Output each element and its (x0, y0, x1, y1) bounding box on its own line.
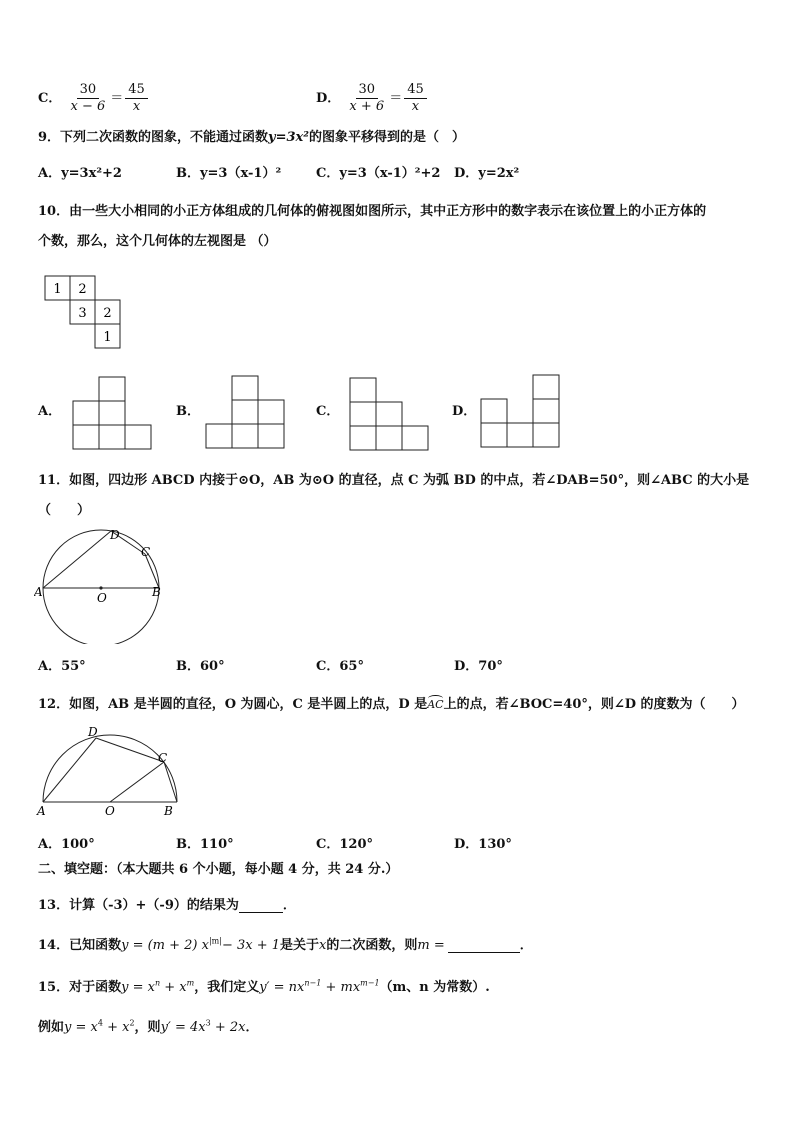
q11-circle-figure (34, 526, 166, 644)
q10-option-a-label: A． (38, 404, 62, 419)
q9-stem: 9．下列二次函数的图象，不能通过函数y=3x²的图象平移得到的是（ ） (38, 130, 465, 145)
q10-option-a-view (72, 376, 154, 452)
section-2-heading: 二、填空题：（本大题共 6 个小题，每小题 4 分，共 24 分.） (38, 862, 399, 877)
q13-answer-blank[interactable] (239, 898, 283, 913)
q12-option-c: C．120° (316, 837, 373, 852)
q11-stem-line2: （ ） (38, 503, 91, 518)
q14-stem: 14．已知函数y = (m + 2) $x^{|m|}- 3x + 1$是关于x的二次函数，则m = ． (38, 936, 533, 953)
q10-option-c-view (349, 377, 431, 453)
q8-d-right-fraction: $\frac{45}{x}$ (404, 82, 427, 115)
q15-stem: 15．对于函数$y = x^n + x^m$，我们定义$y' = nx^{n-1} + mx^{m-1}(m$、n 为常数）. (38, 978, 490, 995)
q8-d-left-fraction: $\frac{30}{x + 6}$ (349, 82, 385, 114)
q12-option-b: B．110° (176, 837, 234, 852)
svg-text:B: B (152, 585, 161, 599)
q10-stem-line2: 个数，那么，这个几何体的左视图是 （） (38, 234, 277, 249)
grid-cell-2: 2 (78, 282, 87, 297)
chord-cb (164, 762, 177, 802)
q13-stem: 13．计算（-3）+（-9）的结果为 ． (38, 898, 296, 913)
q11-option-d: D．70° (454, 659, 503, 674)
svg-text:A: A (37, 804, 46, 818)
q14-answer-blank[interactable] (448, 938, 520, 953)
grid-cell-1: 1 (53, 282, 62, 297)
q10-option-d-view (480, 374, 562, 450)
q8-c-left-fraction: $\frac{30}{x - 6}$ (70, 82, 106, 114)
svg-text:C: C (158, 751, 168, 765)
grid-cell-5: 1 (103, 330, 112, 345)
q9-option-a: A．y=3x²+2 (38, 166, 122, 181)
q8-c-right-fraction: $\frac{45}{x}$ (125, 82, 148, 115)
q11-stem-line1: 11．如图，四边形 ABCD 内接于⊙O，AB 为⊙O 的直径，点 C 为弧 BD 的中点，若∠DAB=50°，则∠ABC 的大小是 (38, 473, 750, 488)
svg-text:O: O (97, 591, 107, 605)
q10-option-c-label: C． (316, 404, 340, 419)
q11-option-c: C．65° (316, 659, 364, 674)
q9-option-b: B．y=3（x-1）² (176, 166, 282, 181)
q9-option-c: C．y=3（x-1）²+2 (316, 166, 441, 181)
grid-cell-3: 3 (78, 306, 87, 321)
svg-text:A: A (34, 585, 43, 599)
q12-option-a: A．100° (38, 837, 95, 852)
svg-text:C: C (141, 545, 151, 559)
svg-text:O: O (105, 804, 115, 818)
q15-example: 例如$y = x^4 + x^2$，则$y' = 4x^3 + 2x$． (38, 1018, 259, 1035)
q12-semicircle-figure (34, 724, 184, 820)
center-point (99, 586, 102, 589)
q8-option-c: C． $\frac{30}{x - 6}$ ＝ $\frac{45}{x}$ (38, 82, 150, 115)
q10-stem-line1: 10．由一些大小相同的小正方体组成的几何体的俯视图如图所示，其中正方形中的数字表示在该位置上的小正方体的 (38, 204, 707, 219)
q10-top-view-grid (44, 275, 126, 351)
grid-cell-4: 2 (103, 306, 112, 321)
svg-text:B: B (164, 804, 173, 818)
q8-option-d: D． $\frac{30}{x + 6}$ ＝ $\frac{45}{x}$ (316, 82, 429, 115)
q11-option-a: A．55° (38, 659, 86, 674)
chord-dc (96, 738, 164, 762)
q10-option-b-label: B． (176, 404, 200, 419)
q11-option-b: B．60° (176, 659, 225, 674)
chord-ad (43, 531, 111, 588)
q12-stem: 12．如图，AB 是半圆的直径，O 为圆心，C 是半圆上的点，D 是 AC上的点，若∠BOC=40°，则∠D 的度数为（ ） (38, 697, 745, 712)
radius-oc (110, 762, 164, 802)
semicircle-arc (43, 735, 177, 802)
svg-text:D: D (110, 528, 120, 542)
q10-option-b-view (205, 375, 287, 451)
svg-text:D: D (88, 725, 98, 739)
q10-option-d-label: D． (452, 404, 477, 419)
q9-option-d: D．y=2x² (454, 166, 520, 181)
arc-ac-symbol: AC (427, 698, 443, 711)
q12-option-d: D．130° (454, 837, 512, 852)
